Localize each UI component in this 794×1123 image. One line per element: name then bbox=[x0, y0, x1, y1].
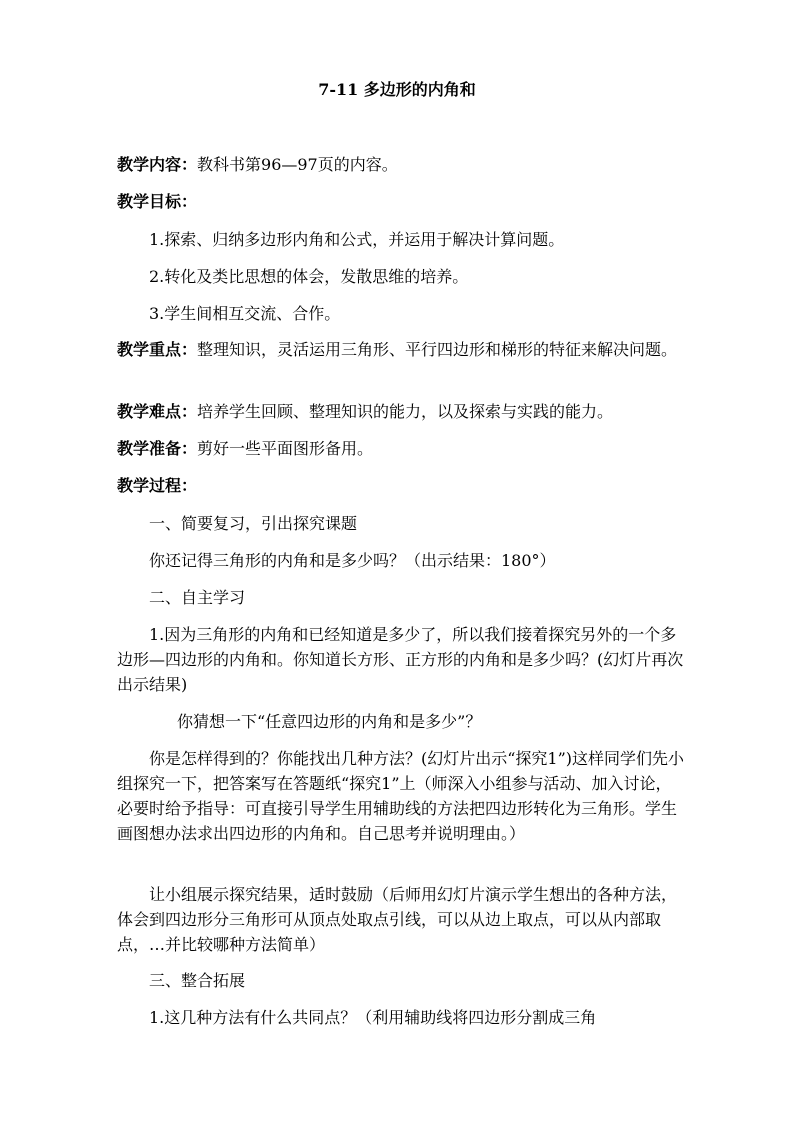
teaching-prep bbox=[117, 436, 685, 461]
paragraph-1: 你还记得三角形的内角和是多少吗？（出示结果：180°） bbox=[149, 551, 556, 570]
teaching-goals-label: 教学目标： bbox=[117, 192, 198, 211]
teaching-keypoint bbox=[117, 337, 685, 362]
section-3-heading: 三、整合拓展 bbox=[149, 971, 246, 990]
teaching-prep-text: 剪好一些平面图形备用。 bbox=[197, 439, 374, 458]
section-2-heading: 二、自主学习 bbox=[149, 588, 246, 607]
paragraph-3: 你猜想一下“任意四边形的内角和是多少”？ bbox=[177, 712, 482, 731]
goal-item-1: 1.探索、归纳多边形内角和公式，并运用于解决计算问题。 bbox=[149, 230, 565, 249]
goal-item-2: 2.转化及类比思想的体会，发散思维的培养。 bbox=[149, 267, 469, 286]
teaching-difficulty bbox=[117, 399, 685, 424]
teaching-content-text: 教科书第96—97页的内容。 bbox=[197, 155, 398, 174]
teaching-content-label: 教学内容： bbox=[117, 155, 198, 174]
paragraph-2: 1.因为三角形的内角和已经知道是多少了，所以我们接着探究另外的一个多边形—四边形的内角和。你知道长方形、正方形的内角和是多少吗？(幻灯片再次出示结果) bbox=[117, 625, 684, 694]
teaching-keypoint-text: 整理知识，灵活运用三角形、平行四边形和梯形的特征来解决问题。 bbox=[197, 340, 678, 359]
paragraph-6: 1.这几种方法有什么共同点？（利用辅助线将四边形分割成三角 bbox=[149, 1008, 597, 1027]
paragraph-5: 让小组展示探究结果，适时鼓励（后师用幻灯片演示学生想出的各种方法，体会到四边形分三角形可从顶点处取点引线，可以从边上取点，可以从内部取点，…并比较哪种方法简单） bbox=[117, 885, 678, 954]
teaching-content bbox=[117, 152, 685, 177]
page-title: 7-11 多边形的内角和 bbox=[318, 80, 476, 99]
teaching-goals-heading bbox=[117, 189, 685, 214]
teaching-process-heading bbox=[117, 473, 685, 498]
teaching-process-label: 教学过程： bbox=[117, 476, 198, 495]
teaching-keypoint-label: 教学重点： bbox=[117, 340, 198, 359]
teaching-difficulty-text: 培养学生回顾、整理知识的能力，以及探索与实践的能力。 bbox=[197, 402, 614, 421]
teaching-difficulty-label: 教学难点： bbox=[117, 402, 198, 421]
teaching-prep-label: 教学准备： bbox=[117, 439, 198, 458]
paragraph-4: 你是怎样得到的？你能找出几种方法？(幻灯片出示“探究1”)这样同学们先小组探究一下，把答案写在答题纸“探究1”上（师深入小组参与活动、加入讨论，必要时给予指导：可直接引导学生用辅助线的方法把四边形转化为三角形。学生画图想办法求出四边形的内角和。自己思考并说明理由。） bbox=[117, 749, 685, 843]
goal-item-3: 3.学生间相互交流、合作。 bbox=[149, 304, 341, 323]
section-1-heading: 一、简要复习，引出探究课题 bbox=[149, 514, 358, 533]
